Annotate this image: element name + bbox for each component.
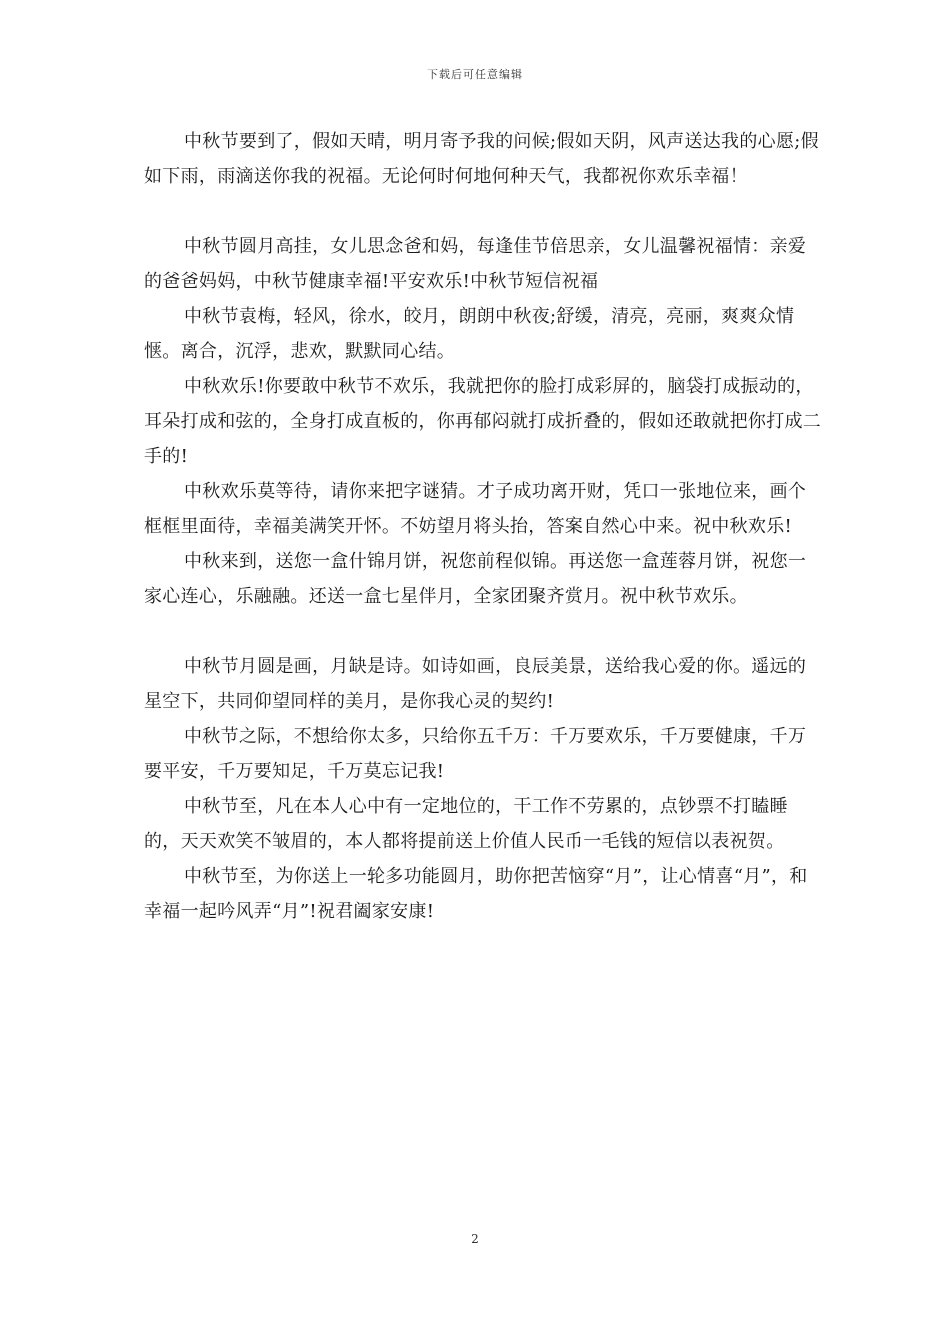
paragraph-5: 中秋欢乐莫等待，请你来把字谜猜。才子成功离开财，凭口一张地位来，画个框框里面待，幸福美满笑开怀。不妨望月将头抬，答案自然心中来。祝中秋欢乐! <box>144 481 807 537</box>
paragraph-7: 中秋节月圆是画，月缺是诗。如诗如画，良辰美景，送给我心爱的你。遥远的星空下，共同仰望同样的美月，是你我心灵的契约! <box>144 656 807 712</box>
paragraph-6: 中秋来到，送您一盒什锦月饼，祝您前程似锦。再送您一盒莲蓉月饼，祝您一家心连心，乐融融。还送一盒七星伴月，全家团聚齐赏月。祝中秋节欢乐。 <box>144 551 807 607</box>
document-body <box>144 124 824 929</box>
page-number: 2 <box>471 1232 479 1246</box>
paragraph-10: 中秋节至，为你送上一轮多功能圆月，助你把苦恼穿“月”，让心情喜“月”，和幸福一起吟风弄“月”!祝君阖家安康! <box>144 866 808 922</box>
paragraph-3: 中秋节袁梅，轻风，徐水，皎月，朗朗中秋夜;舒缓，清亮，亮丽，爽爽众情惬。离合，沉浮，悲欢，默默同心结。 <box>144 306 795 362</box>
paragraph-9: 中秋节至，凡在本人心中有一定地位的，干工作不劳累的，点钞票不打瞌睡的，天天欢笑不皱眉的，本人都将提前送上价值人民币一毛钱的短信以表祝贺。 <box>144 796 788 852</box>
paragraph-2: 中秋节圆月高挂，女儿思念爸和妈，每逢佳节倍思亲，女儿温馨祝福情：亲爱的爸爸妈妈，中秋节健康幸福!平安欢乐!中秋节短信祝福 <box>144 236 807 292</box>
paragraph-8: 中秋节之际，不想给你太多，只给你五千万：千万要欢乐，千万要健康，千万要平安，千万要知足，千万莫忘记我! <box>144 726 807 782</box>
paragraph-1: 中秋节要到了，假如天晴，明月寄予我的问候;假如天阴，风声送达我的心愿;假如下雨，雨滴送你我的祝福。无论何时何地何种天气，我都祝你欢乐幸福！ <box>144 131 819 187</box>
page-header: 下载后可任意编辑 <box>427 68 523 81</box>
paragraph-4: 中秋欢乐!你要敢中秋节不欢乐，我就把你的脸打成彩屏的，脑袋打成振动的，耳朵打成和弦的，全身打成直板的，你再郁闷就打成折叠的，假如还敢就把你打成二手的! <box>144 376 822 467</box>
